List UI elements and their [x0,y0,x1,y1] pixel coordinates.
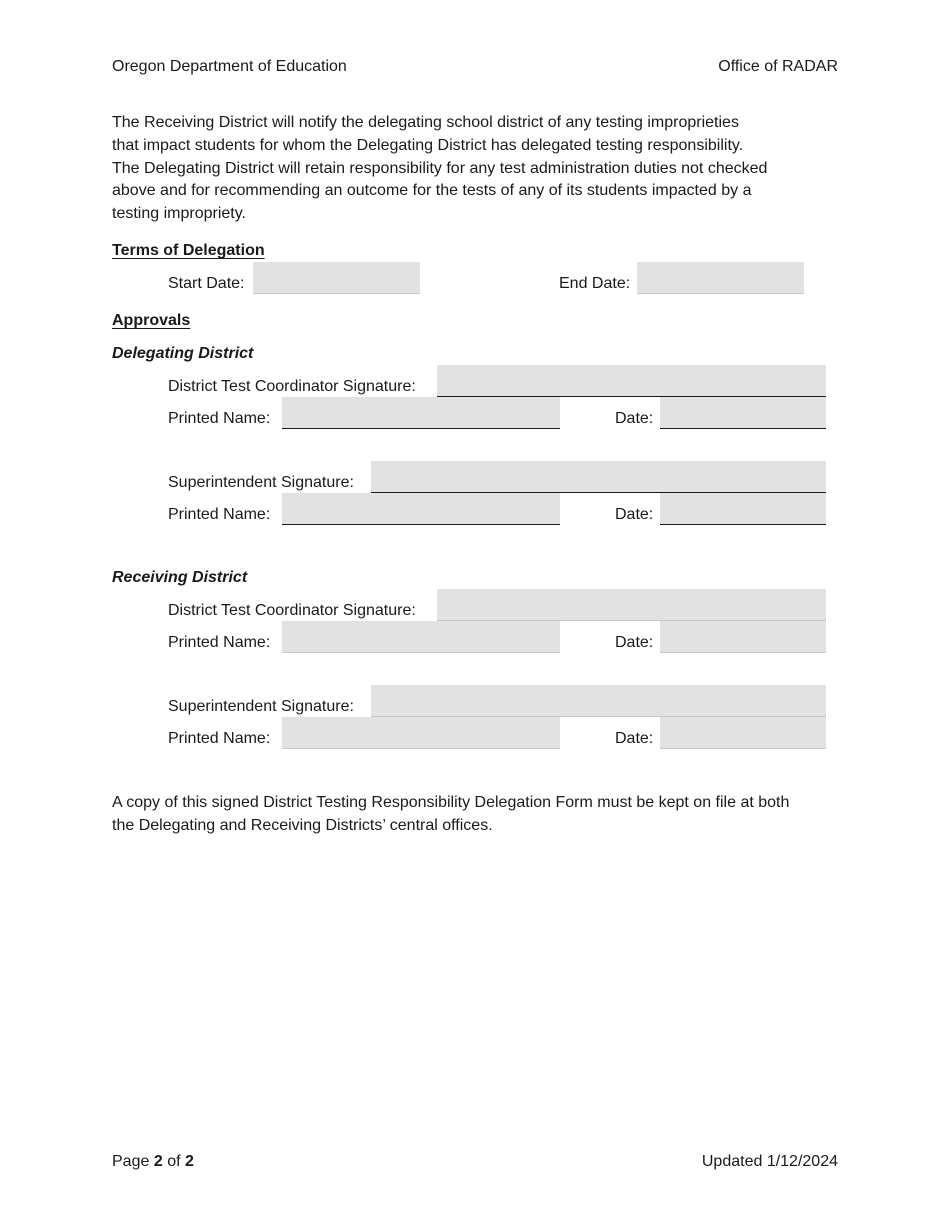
delegating-coordinator-signature-label: District Test Coordinator Signature: [168,378,416,395]
receiving-superintendent-date-field[interactable] [660,717,826,749]
intro-line: The Delegating District will retain responsibility for any test administration duties not checked [112,159,768,177]
delegating-coordinator-date-label: Date: [615,410,654,427]
updated-date: Updated 1/12/2024 [701,1153,838,1170]
delegating-superintendent-name-field[interactable] [282,493,560,525]
closing-line: A copy of this signed District Testing Responsibility Delegation Form must be kept on file at both [112,794,790,811]
page-prefix: Page [112,1153,150,1170]
page-of: of [167,1153,181,1170]
delegating-heading: Delegating District [112,345,254,362]
receiving-superintendent-signature-field[interactable] [371,685,826,717]
page-current: 2 [153,1153,163,1170]
delegating-coordinator-date-field[interactable] [660,397,826,429]
intro-line: testing impropriety. [112,205,246,223]
receiving-heading: Receiving District [112,569,248,586]
delegating-superintendent-signature-field[interactable] [371,461,826,493]
receiving-superintendent-name-label: Printed Name: [168,730,271,747]
intro-line: that impact students for whom the Delegating District has delegated testing responsibility. [112,136,744,154]
end-date-label: End Date: [559,275,631,292]
receiving-coordinator-name-label: Printed Name: [168,634,271,651]
page-total: 2 [184,1153,194,1170]
page-number [112,1153,194,1171]
receiving-superintendent-date-label: Date: [615,730,654,747]
receiving-superintendent-name-field[interactable] [282,717,560,749]
intro-line: The Receiving District will notify the delegating school district of any testing improprieties [112,114,739,131]
receiving-coordinator-date-field[interactable] [660,621,826,653]
delegating-superintendent-signature-label: Superintendent Signature: [168,474,354,491]
closing-paragraph [112,792,842,838]
receiving-coordinator-date-label: Date: [615,634,654,651]
header-right: Office of RADAR [718,58,838,75]
receiving-superintendent-signature-label: Superintendent Signature: [168,698,354,715]
start-date-label: Start Date: [168,275,245,292]
intro-paragraph [112,112,842,226]
delegating-superintendent-date-field[interactable] [660,493,826,525]
closing-line: the Delegating and Receiving Districts’ central offices. [112,816,493,834]
end-date-field[interactable] [637,262,804,294]
delegating-superintendent-date-label: Date: [615,506,654,523]
delegating-coordinator-name-label: Printed Name: [168,410,271,427]
receiving-coordinator-signature-field[interactable] [437,589,826,621]
terms-heading: Terms of Delegation [112,242,265,259]
receiving-coordinator-name-field[interactable] [282,621,560,653]
delegating-superintendent-name-label: Printed Name: [168,506,271,523]
receiving-coordinator-signature-label: District Test Coordinator Signature: [168,602,416,619]
start-date-field[interactable] [253,262,420,294]
delegating-coordinator-name-field[interactable] [282,397,560,429]
intro-line: above and for recommending an outcome for the tests of any of its students impacted by a [112,182,752,200]
delegating-coordinator-signature-field[interactable] [437,365,826,397]
approvals-heading: Approvals [112,312,191,329]
header-left: Oregon Department of Education [112,58,347,75]
